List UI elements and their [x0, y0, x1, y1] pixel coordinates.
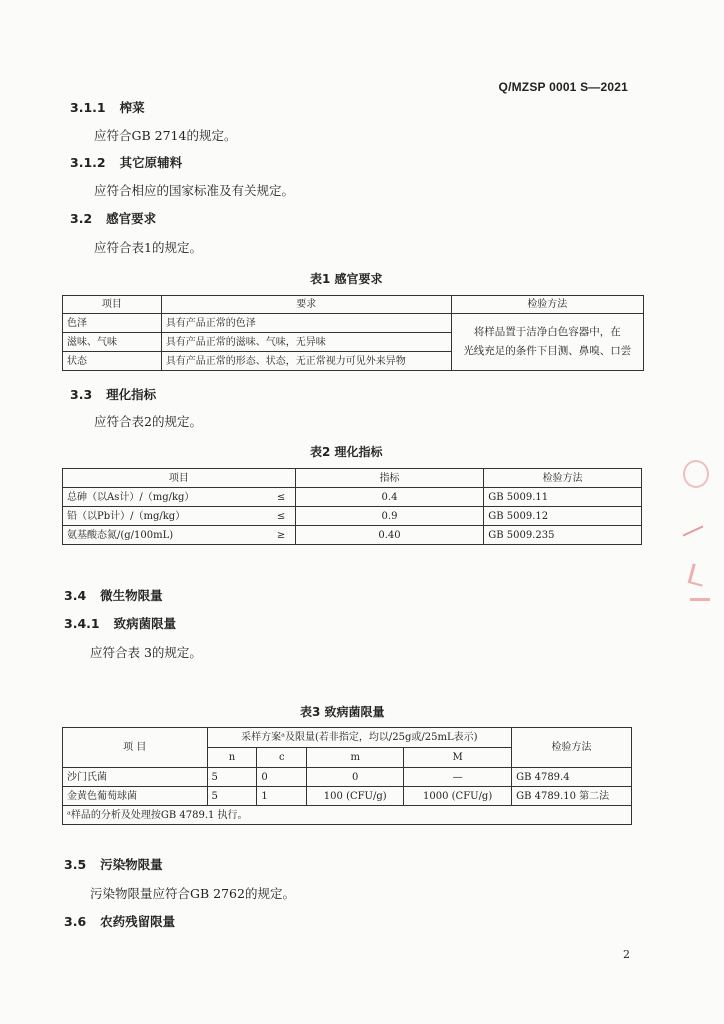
paragraph-3-3: 应符合表2的规定。 — [94, 414, 202, 429]
table-cell: 状态 — [63, 352, 162, 371]
method-line: 将样品置于洁净白色容器中，在 — [473, 326, 621, 339]
table-cell: GB 5009.235 — [484, 526, 642, 545]
table2 — [62, 468, 642, 545]
paragraph-3-1-2: 应符合相应的国家标准及有关规定。 — [94, 183, 295, 198]
table3-header-plan: 采样方案ᵃ及限量(若非指定，均以/25g或/25mL表示) — [207, 728, 512, 748]
table-cell: 具有产品正常的色泽 — [161, 314, 451, 333]
table1 — [62, 295, 644, 371]
section-number: 3.5 — [64, 857, 87, 872]
table3-subheader-n: n — [207, 748, 257, 768]
table-cell: 铅（以Pb计）/（mg/kg） — [63, 507, 268, 526]
section-title: 感官要求 — [106, 211, 157, 226]
table-cell: 0.40 — [295, 526, 484, 545]
heading-3-4 — [64, 586, 163, 604]
heading-3-4-1 — [64, 614, 176, 632]
section-title: 理化指标 — [106, 387, 157, 402]
table-cell: 0 — [307, 768, 404, 787]
table1-header-item: 项目 — [63, 296, 162, 314]
table-cell: 具有产品正常的滋味、气味，无异味 — [161, 333, 451, 352]
table-cell: GB 4789.4 — [512, 768, 632, 787]
table-row — [63, 787, 632, 806]
table-cell: GB 5009.11 — [484, 488, 642, 507]
section-title: 微生物限量 — [100, 588, 163, 603]
table3-subheader-c: c — [257, 748, 307, 768]
table2-caption: 表2 理化指标 — [310, 445, 383, 459]
table3-subheader-m: m — [307, 748, 404, 768]
table-cell: 5 — [207, 787, 257, 806]
heading-3-3 — [70, 385, 156, 403]
section-number: 3.6 — [64, 914, 87, 929]
table-cell: 0.4 — [295, 488, 484, 507]
page-number: 2 — [623, 948, 630, 961]
table-cell: — — [404, 768, 512, 787]
table3-footnote: ᵃ样品的分析及处理按GB 4789.1 执行。 — [63, 806, 632, 825]
red-seal-mark — [683, 525, 704, 536]
table2-header-index: 指标 — [295, 469, 484, 488]
section-title: 污染物限量 — [100, 857, 163, 872]
red-seal-mark — [683, 460, 709, 488]
table-cell: GB 4789.10 第二法 — [512, 787, 632, 806]
paragraph-3-2: 应符合表1的规定。 — [94, 240, 202, 255]
table2-header-method: 检验方法 — [484, 469, 642, 488]
table-cell: GB 5009.12 — [484, 507, 642, 526]
table3 — [62, 727, 632, 825]
table3-subheader-M: M — [404, 748, 512, 768]
red-seal-mark — [688, 563, 708, 586]
table-cell-symbol: ≥ — [267, 526, 295, 545]
method-line: 光线充足的条件下目测、鼻嗅、口尝 — [463, 345, 632, 357]
table-cell: 氨基酸态氮/(g/100mL) — [63, 526, 268, 545]
heading-3-1-2 — [70, 153, 182, 171]
document-number: Q/MZSP 0001 S—2021 — [498, 80, 628, 94]
table-cell-symbol: ≤ — [267, 507, 295, 526]
table3-header-item: 项 目 — [63, 728, 208, 768]
table-cell: 沙门氏菌 — [63, 768, 208, 787]
heading-3-1-1 — [70, 98, 145, 116]
table-cell-symbol: ≤ — [267, 488, 295, 507]
table-row — [63, 526, 642, 545]
table1-method-cell — [451, 314, 643, 371]
table-cell: 0 — [257, 768, 307, 787]
section-title: 榨菜 — [119, 100, 145, 115]
table1-caption: 表1 感官要求 — [310, 272, 383, 286]
section-number: 3.1.2 — [70, 155, 106, 170]
table-cell: 金黄色葡萄球菌 — [63, 787, 208, 806]
table3-header-method: 检验方法 — [512, 728, 632, 768]
table1-header-requirement: 要求 — [161, 296, 451, 314]
paragraph-3-5: 污染物限量应符合GB 2762的规定。 — [90, 886, 295, 901]
red-seal-mark — [690, 598, 710, 601]
section-title: 其它原辅料 — [119, 155, 183, 170]
section-number: 3.3 — [70, 387, 93, 402]
table-cell: 色泽 — [63, 314, 162, 333]
table-cell: 100 (CFU/g) — [307, 787, 404, 806]
table1-header-method: 检验方法 — [451, 296, 643, 314]
table-cell: 具有产品正常的形态、状态，无正常视力可见外来异物 — [161, 352, 451, 371]
table-row — [63, 768, 632, 787]
table-cell: 0.9 — [295, 507, 484, 526]
section-number: 3.4.1 — [64, 616, 100, 631]
table-cell: 滋味、气味 — [63, 333, 162, 352]
paragraph-3-4-1: 应符合表 3的规定。 — [90, 645, 202, 660]
heading-3-5 — [64, 855, 163, 873]
table2-header-item: 项目 — [63, 469, 296, 488]
section-number: 3.1.1 — [70, 100, 106, 115]
heading-3-6 — [64, 912, 175, 930]
table-row — [63, 314, 644, 333]
table-cell: 总砷（以As计）/（mg/kg） — [63, 488, 268, 507]
paragraph-3-1-1: 应符合GB 2714的规定。 — [94, 128, 237, 143]
table3-caption: 表3 致病菌限量 — [300, 705, 385, 719]
table-row — [63, 488, 642, 507]
table-cell: 1000 (CFU/g) — [404, 787, 512, 806]
section-number: 3.2 — [70, 211, 93, 226]
section-title: 农药残留限量 — [100, 914, 176, 929]
table-cell: 1 — [257, 787, 307, 806]
table-row — [63, 507, 642, 526]
table-cell: 5 — [207, 768, 257, 787]
heading-3-2 — [70, 209, 156, 227]
section-title: 致病菌限量 — [113, 616, 177, 631]
section-number: 3.4 — [64, 588, 87, 603]
